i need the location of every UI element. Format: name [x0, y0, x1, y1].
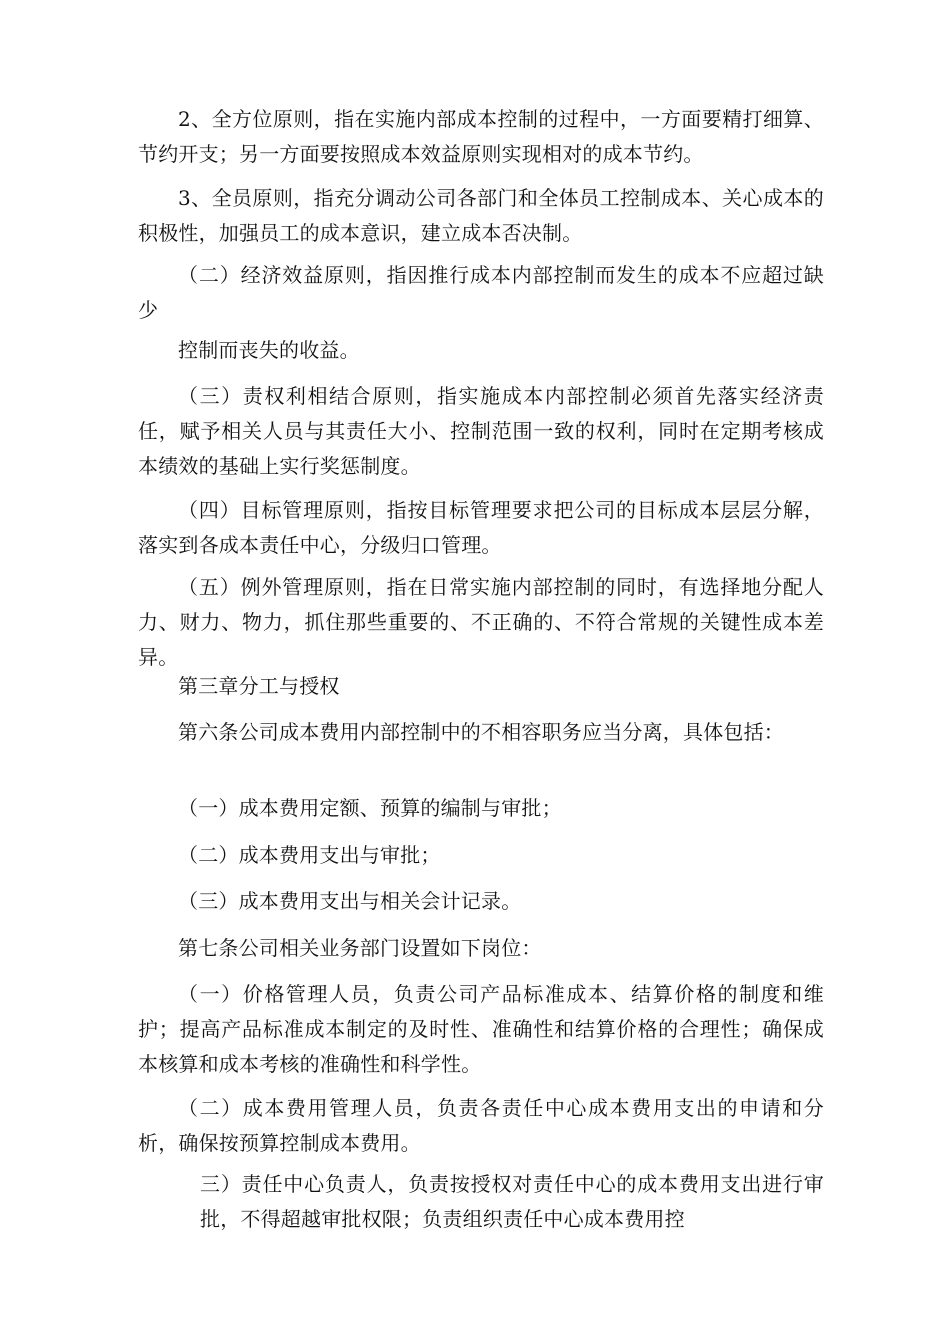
paragraph-economic-benefit-continued: 控制而丧失的收益。 [178, 338, 360, 362]
paragraph-economic-benefit-principle: （二）经济效益原则，指因推行成本内部控制而发生的成本不应超过缺少 [138, 263, 824, 322]
list-item-price-management-staff: （一）价格管理人员，负责公司产品标准成本、结算价格的制度和维护；提高产品标准成本制定的及时性、准确性和结算价格的合理性；确保成本核算和成本考核的准确性和科学性。 [138, 982, 824, 1076]
paragraph-exception-management-principle: （五）例外管理原则，指在日常实施内部控制的同时，有选择地分配人力、财力、物力，抓住那些重要的、不正确的、不符合常规的关键性成本差异。 [138, 575, 824, 669]
list-item-responsibility-center-head: 三）责任中心负责人，负责按授权对责任中心的成本费用支出进行审批，不得超越审批权限；负责组织责任中心成本费用控 [200, 1172, 824, 1231]
paragraph-all-staff-principle: 3、全员原则，指充分调动公司各部门和全体员工控制成本、关心成本的积极性，加强员工的成本意识，建立成本否决制。 [138, 186, 824, 245]
chapter-heading: 第三章分工与授权 [178, 674, 340, 698]
paragraph-article-seven: 第七条公司相关业务部门设置如下岗位： [178, 936, 542, 960]
paragraph-comprehensive-principle: 2、全方位原则，指在实施内部成本控制的过程中，一方面要精打细算、节约开支；另一方面要按照成本效益原则实现相对的成本节约。 [138, 107, 824, 166]
paragraph-responsibility-rights-principle: （三）责权利相结合原则，指实施成本内部控制必须首先落实经济责任，赋予相关人员与其责任大小、控制范围一致的权利，同时在定期考核成本绩效的基础上实行奖惩制度。 [138, 384, 824, 478]
list-item-accounting-records: （三）成本费用支出与相关会计记录。 [178, 889, 522, 913]
paragraph-target-management-principle: （四）目标管理原则，指按目标管理要求把公司的目标成本层层分解，落实到各成本责任中心，分级归口管理。 [138, 498, 824, 557]
list-item-cost-expense-staff: （二）成本费用管理人员，负责各责任中心成本费用支出的申请和分析，确保按预算控制成本费用。 [138, 1096, 824, 1155]
list-item-expense-approval: （二）成本费用支出与审批； [178, 843, 441, 867]
paragraph-article-six: 第六条公司成本费用内部控制中的不相容职务应当分离，具体包括： [178, 720, 784, 744]
list-item-budget-approval: （一）成本费用定额、预算的编制与审批； [178, 796, 562, 820]
